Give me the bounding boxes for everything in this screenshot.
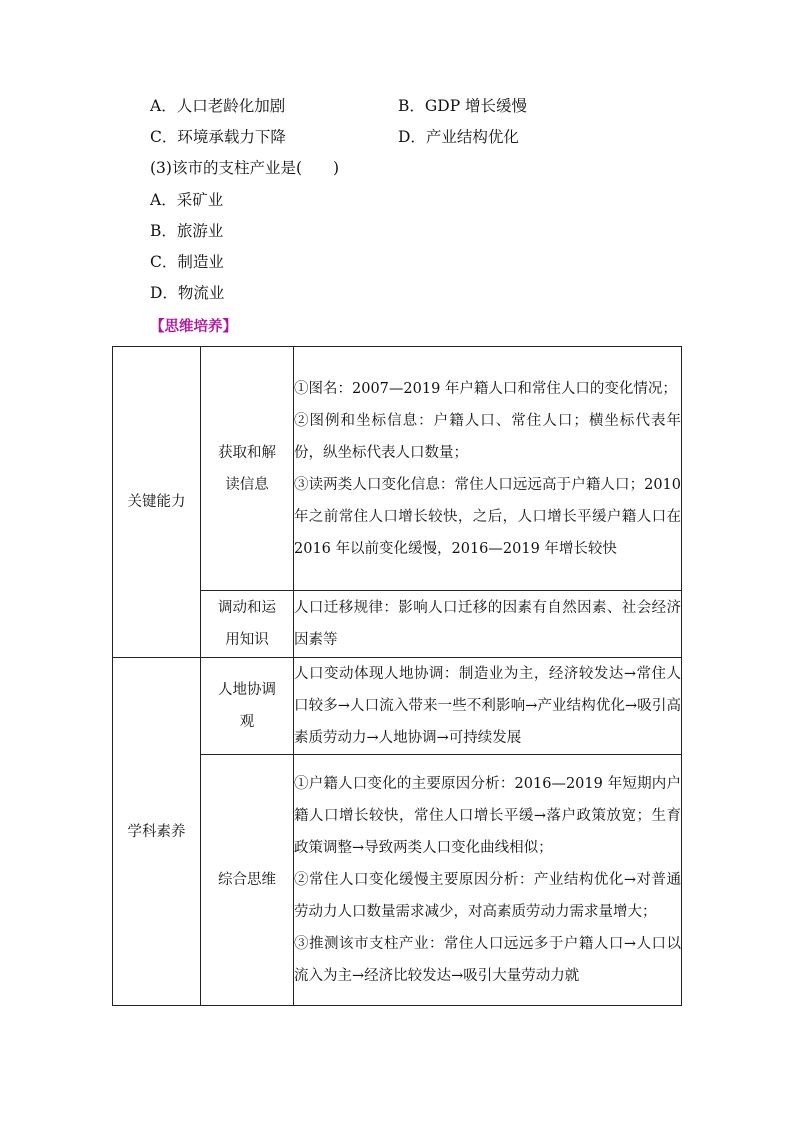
category-cell: 关键能力 [113, 347, 201, 658]
category-cell: 学科素养 [113, 658, 201, 1006]
content-line: ③读两类人口变化信息：常住人口远远高于户籍人口；2010 年之前常住人口增长较快，之后，人口增长平缓户籍人口在 2016 年以前变化缓慢，2016—2019 年增长较快 [294, 476, 681, 557]
option-q2-a: A．人口老龄化加剧 [150, 97, 286, 115]
content-cell [294, 591, 682, 658]
option-q3-b: B．旅游业 [150, 222, 224, 240]
option-q2-d: D．产业结构优化 [398, 128, 519, 146]
table-row [113, 347, 682, 591]
option-q3-c: C．制造业 [150, 253, 224, 271]
content-cell [294, 755, 682, 1006]
content-line: 人口迁移规律：影响人口迁移的因素有自然因素、社会经济因素等 [294, 600, 681, 648]
option-q3-a: A．采矿业 [150, 191, 224, 209]
subcategory-cell: 人地协调观 [201, 658, 294, 755]
content-cell [294, 347, 682, 591]
content-cell [294, 658, 682, 755]
table-row [113, 658, 682, 755]
question-3: (3)该市的支柱产业是( ) [150, 159, 340, 177]
analysis-table [112, 346, 682, 1006]
content-line: 人口变动体现人地协调：制造业为主，经济较发达→常住人口较多→人口流入带来一些不利影响→产业结构优化→吸引高素质劳动力→人地协调→可持续发展 [294, 666, 681, 746]
content-line: ②图例和坐标信息：户籍人口、常住人口；横坐标代表年份，纵坐标代表人口数量； [294, 412, 681, 461]
content-line: ①图名：2007—2019 年户籍人口和常住人口的变化情况； [294, 380, 677, 397]
content-line: ①户籍人口变化的主要原因分析：2016—2019 年短期内户籍人口增长较快，常住人口增长平缓→落户政策放宽；生育政策调整→导致两类人口变化曲线相似； [294, 776, 681, 856]
content-line: ②常住人口变化缓慢主要原因分析：产业结构优化→对普通劳动力人口数量需求减少，对高素质劳动力需求量增大； [294, 872, 681, 920]
option-q2-c: C．环境承载力下降 [150, 128, 286, 146]
subcategory-cell: 获取和解读信息 [201, 347, 294, 591]
content-line: ③推测该市支柱产业：常住人口远远多于户籍人口→人口以流入为主→经济比较发达→吸引大量劳动力就 [294, 936, 681, 984]
section-heading: 【思维培养】 [150, 319, 237, 335]
option-q3-d: D．物流业 [150, 284, 225, 302]
subcategory-cell: 综合思维 [201, 755, 294, 1006]
subcategory-cell: 调动和运用知识 [201, 591, 294, 658]
option-q2-b: B．GDP 增长缓慢 [398, 97, 528, 115]
